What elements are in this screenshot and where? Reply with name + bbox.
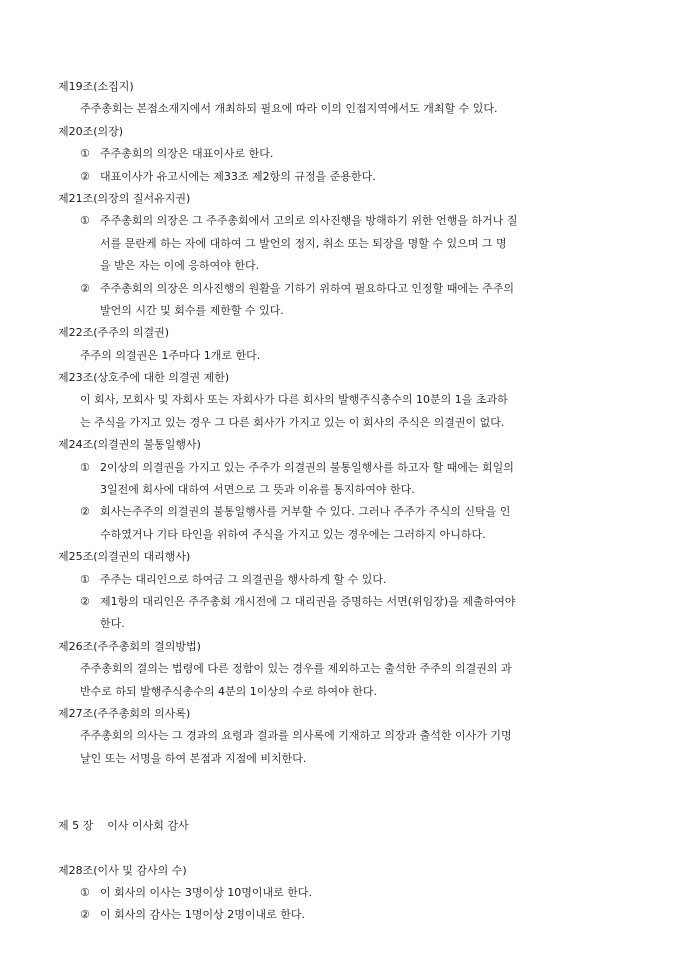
item-text: 2이상의 의결권을 가지고 있는 주주가 의결권의 불통일행사를 하고자 할 때에는 회일의 — [100, 460, 514, 474]
article-heading: 제19조(소집지) — [58, 80, 134, 93]
item-continuation-line: 발언의 시간 및 회수를 제한할 수 있다. — [100, 303, 284, 317]
article-heading: 제26조(주주총회의 결의방법) — [58, 639, 201, 653]
paragraph-line: 날인 또는 서명을 하여 본점과 지점에 비치한다. — [80, 751, 307, 765]
numbered-item — [58, 904, 623, 926]
article-heading: 제27조(주주총회의 의사록) — [58, 706, 191, 720]
item-text: 이 회사의 감사는 1명이상 2명이내로 한다. — [100, 908, 305, 922]
item-number: ① — [80, 886, 90, 900]
item-text: 제1항의 대리인은 주주총회 개시전에 그 대리권을 증명하는 서면(위임장)을 제출하여야 — [100, 594, 516, 608]
paragraph-line: 주주의 의결권은 1주마다 1개로 한다. — [80, 348, 261, 362]
numbered-item — [58, 569, 623, 591]
article-heading: 제24조(의결권의 불통일행사) — [58, 438, 201, 452]
blank-line — [58, 770, 623, 792]
item-number: ② — [80, 281, 90, 295]
blank-line — [58, 837, 623, 859]
paragraph-line: 주주총회는 본점소재지에서 개최하되 필요에 따라 이의 인접지역에서도 개최할 수 있다. — [80, 102, 498, 116]
numbered-item — [58, 882, 623, 904]
item-continuation-line: 수하였거나 기타 타인을 위하여 주식을 가지고 있는 경우에는 그러하지 아니하다. — [100, 527, 486, 541]
paragraph-line: 주주총회의 의사는 그 경과의 요령과 결과를 의사록에 기재하고 의장과 출석한 이사가 기명 — [80, 729, 512, 743]
numbered-item — [58, 591, 623, 613]
item-continuation-line: 한다. — [100, 617, 125, 631]
item-continuation-line: 서를 문란케 하는 자에 대하여 그 발언의 정지, 취소 또는 퇴장을 명할 수 있으며 그 명 — [100, 236, 507, 250]
item-text: 주주총회의 의장은 의사진행의 원활을 기하기 위하여 필요하다고 인정할 때에는 주주의 — [100, 281, 515, 295]
item-text: 대표이사가 유고시에는 제33조 제2항의 규정을 준용한다. — [100, 169, 376, 183]
chapter-heading: 제 5 장 이사 이사회 감사 — [58, 818, 189, 832]
article-heading: 제22조(주주의 의결권) — [58, 326, 170, 340]
item-number: ② — [80, 908, 90, 922]
item-text: 이 회사의 이사는 3명이상 10명이내로 한다. — [100, 886, 312, 900]
item-number: ② — [80, 594, 90, 608]
item-number: ① — [80, 460, 90, 474]
paragraph-line: 주주총회의 결의는 법령에 다른 정함이 있는 경우를 제외하고는 출석한 주주의 의결권의 과 — [80, 662, 512, 676]
paragraph-line: 반수로 하되 발행주식총수의 4분의 1이상의 수로 하여야 한다. — [80, 684, 377, 698]
article-heading: 제23조(상호주에 대한 의결권 제한) — [58, 371, 230, 385]
blank-line — [58, 793, 623, 815]
item-number: ① — [80, 214, 90, 228]
article-heading: 제20조(의장) — [58, 124, 124, 138]
numbered-item — [58, 210, 623, 232]
numbered-item — [58, 166, 623, 188]
item-number: ② — [80, 169, 90, 183]
item-text: 회사는주주의 의결권의 불통일행사를 거부할 수 있다. 그러나 주주가 주식의 신탁을 인 — [100, 505, 511, 519]
paragraph-line: 는 주식을 가지고 있는 경우 그 다른 회사가 가지고 있는 이 회사의 주식은 의결권이 없다. — [80, 415, 505, 429]
paragraph-line: 이 회사, 모회사 및 자회사 또는 자회사가 다른 회사의 발행주식총수의 10분의 1을 초과하 — [80, 393, 508, 407]
item-continuation-line: 을 받은 자는 이에 응하여야 한다. — [100, 259, 260, 273]
numbered-item — [58, 278, 623, 300]
item-text: 주주총회의 의장은 대표이사로 한다. — [100, 147, 274, 161]
item-number: ① — [80, 147, 90, 161]
article-heading: 제21조(의장의 질서유지권) — [58, 191, 191, 205]
item-number: ② — [80, 505, 90, 519]
item-text: 주주총회의 의장은 그 주주총회에서 고의로 의사진행을 방해하기 위한 언행을 하거나 질 — [100, 214, 518, 228]
numbered-item — [58, 501, 623, 523]
document-body — [58, 76, 623, 927]
numbered-item — [58, 457, 623, 479]
article-heading: 제25조(의결권의 대리행사) — [58, 550, 191, 564]
item-continuation-line: 3일전에 회사에 대하여 서면으로 그 뜻과 이유를 통지하여야 한다. — [100, 483, 415, 497]
numbered-item — [58, 143, 623, 165]
item-text: 주주는 대리인으로 하여금 그 의결권을 행사하게 할 수 있다. — [100, 572, 387, 586]
item-number: ① — [80, 572, 90, 586]
article-heading: 제28조(이사 및 감사의 수) — [58, 863, 187, 877]
